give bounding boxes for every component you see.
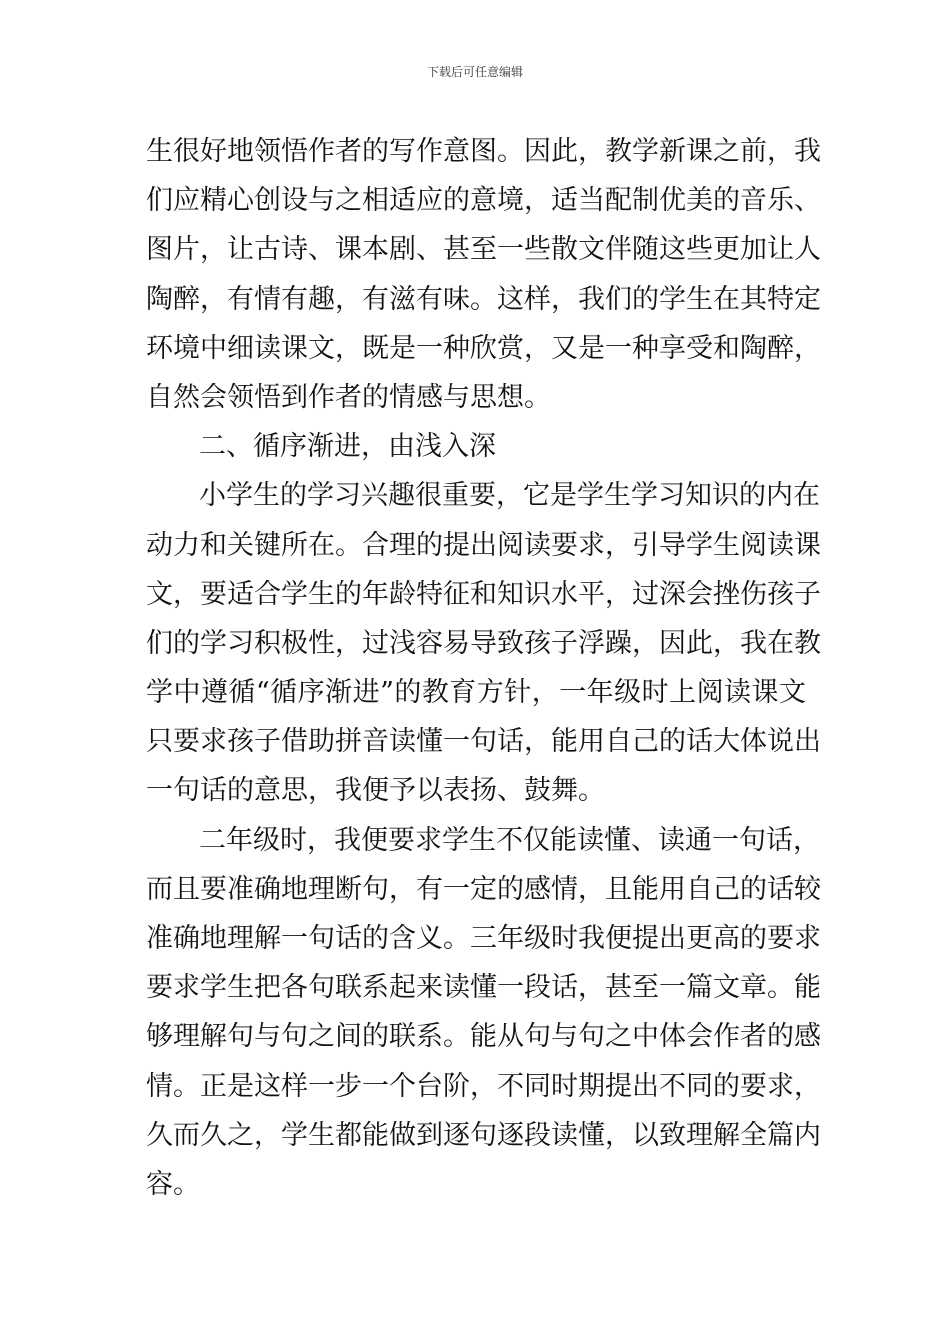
text-line: 二年级时，我便要求学生不仅能读懂、读通一句话， [199, 824, 820, 856]
page-header: 下载后可任意编辑 [426, 65, 523, 79]
text-line: 要求学生把各句联系起来读懂一段话，甚至一篇文章。能 [146, 972, 821, 1004]
text-line: 们应精心创设与之相适应的意境，适当配制优美的音乐、 [146, 185, 821, 217]
text-line: 动力和关键所在。合理的提出阅读要求，引导学生阅读课 [146, 529, 821, 561]
text-line: 陶醉，有情有趣，有滋有味。这样，我们的学生在其特定 [146, 283, 821, 315]
text-line: 们的学习积极性，过浅容易导致孩子浮躁，因此，我在教 [146, 627, 821, 659]
text-line: 只要求孩子借助拼音读懂一句话，能用自己的话大体说出 [146, 726, 821, 758]
text-line: 而且要准确地理断句，有一定的感情，且能用自己的话较 [146, 873, 821, 905]
text-line: 准确地理解一句话的含义。三年级时我便提出更高的要求 [146, 923, 821, 954]
text-line: 容。 [146, 1168, 200, 1200]
text-line: 够理解句与句之间的联系。能从句与句之中体会作者的感 [146, 1021, 821, 1053]
text-line: 图片，让古诗、课本剧、甚至一些散文伴随这些更加让人 [146, 234, 821, 266]
text-line: 环境中细读课文，既是一种欣赏，又是一种享受和陶醉， [146, 332, 821, 364]
text-line: 小学生的学习兴趣很重要，它是学生学习知识的内在 [199, 480, 820, 512]
text-line: 自然会领悟到作者的情感与思想。 [146, 381, 551, 413]
text-line: 学中遵循“循序渐进”的教育方针，一年级时上阅读课文 [146, 677, 806, 709]
text-line: 一句话的意思，我便予以表扬、鼓舞。 [146, 775, 605, 807]
text-line: 生很好地领悟作者的写作意图。因此，教学新课之前，我 [146, 136, 821, 167]
text-line: 久而久之，学生都能做到逐句逐段读懂，以致理解全篇内 [146, 1119, 821, 1151]
text-line: 二、循序渐进，由浅入深 [199, 431, 496, 463]
text-line: 情。正是这样一步一个台阶，不同时期提出不同的要求， [146, 1070, 821, 1102]
document-body [146, 127, 821, 1209]
text-line: 文，要适合学生的年龄特征和知识水平，过深会挫伤孩子 [146, 578, 821, 610]
